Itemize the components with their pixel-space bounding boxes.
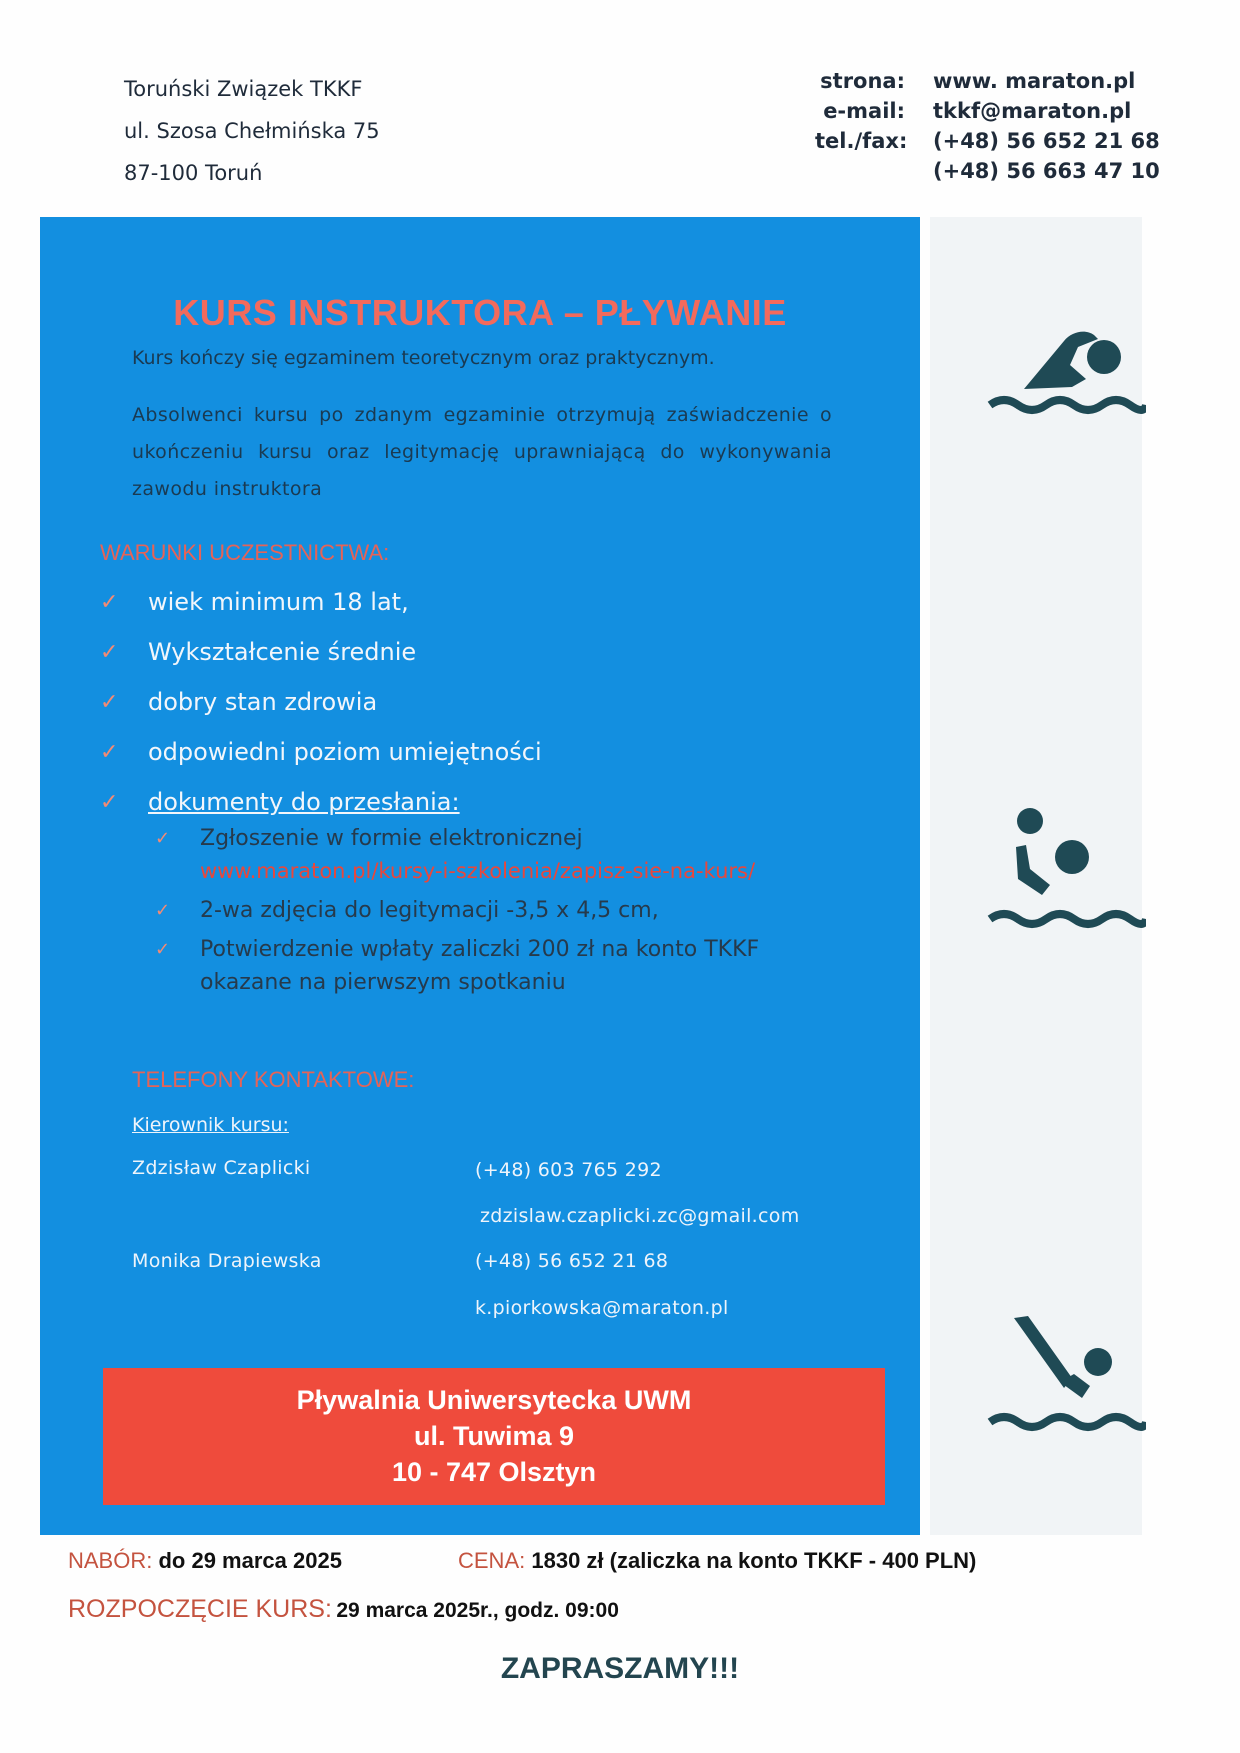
venue-name: Pływalnia Uniwersytecka UWM <box>296 1385 692 1415</box>
start-value: 29 marca 2025r., godz. 09:00 <box>336 1599 619 1622</box>
phone-value: (+48) 56 652 21 68 <box>933 129 1160 153</box>
list-item <box>100 627 542 677</box>
org-street: ul. Szosa Chełmińska 75 <box>124 119 380 143</box>
checkmark-icon: ✓ <box>100 639 119 665</box>
course-poster <box>40 217 920 1535</box>
course-subtitle: Kurs kończy się egzaminem teoretycznym oraz praktycznym. <box>132 347 715 369</box>
website-value[interactable]: www. maraton.pl <box>933 69 1136 93</box>
swimmer-icon <box>986 317 1146 427</box>
list-item <box>100 727 542 777</box>
conditions-list <box>100 577 542 827</box>
enrollment-label: NABÓR: <box>68 1548 153 1573</box>
venue-city: 10 - 747 Olsztyn <box>391 1457 597 1487</box>
price-label: CENA: <box>458 1548 526 1573</box>
phone-2-value: (+48) 56 663 47 10 <box>933 159 1160 183</box>
contact-email-1[interactable]: zdzislaw.czaplicki.zc@gmail.com <box>480 1205 800 1227</box>
org-city: 87-100 Toruń <box>124 161 263 185</box>
checkmark-icon: ✓ <box>155 939 171 960</box>
document-application: Zgłoszenie w formie elektronicznej <box>200 826 583 851</box>
checkmark-icon: ✓ <box>100 739 119 765</box>
email-value[interactable]: tkkf@maraton.pl <box>933 99 1132 123</box>
course-description: Absolwenci kursu po zdanym egzaminie otrzymują zaświadczenie o ukończeniu kursu oraz legitymację uprawniającą do wykonywania zawodu instruktora <box>132 404 832 500</box>
condition-documents: dokumenty do przesłania: <box>148 788 460 816</box>
checkmark-icon: ✓ <box>100 789 119 815</box>
course-title: KURS INSTRUKTORA – PŁYWANIE <box>173 292 787 333</box>
water-polo-icon <box>986 807 1146 937</box>
start-label: ROZPOCZĘCIE KURS: <box>68 1595 332 1623</box>
start-info <box>68 1595 619 1624</box>
contact-row-phone-2 <box>815 156 1160 186</box>
phone-2-label <box>815 156 905 186</box>
organization-address <box>124 68 380 194</box>
list-item <box>100 577 542 627</box>
phones-heading: TELEFONY KONTAKTOWE: <box>132 1067 415 1092</box>
phone-label: tel./fax: <box>815 129 908 153</box>
registration-link[interactable]: www.maraton.pl/kursy-i-szkolenia/zapisz-sie-na-kurs/ <box>200 859 756 883</box>
side-icon-panel <box>930 217 1142 1535</box>
list-item <box>100 777 542 827</box>
contact-phone-2: (+48) 56 652 21 68 <box>475 1250 669 1272</box>
condition-health: dobry stan zdrowia <box>148 688 378 716</box>
website-label: strona: <box>820 69 905 93</box>
contact-email-2[interactable]: k.piorkowska@maraton.pl <box>475 1297 729 1319</box>
closing-invitation: ZAPRASZAMY!!! <box>500 1652 740 1685</box>
condition-education: Wykształcenie średnie <box>148 638 417 666</box>
conditions-heading: WARUNKI UCZESTNICTWA: <box>100 540 390 565</box>
condition-skills: odpowiedni poziom umiejętności <box>148 738 542 766</box>
org-name: Toruński Związek TKKF <box>124 77 363 101</box>
documents-list <box>155 822 790 999</box>
price-value: 1830 zł (zaliczka na konto TKKF - 400 PLN) <box>531 1548 977 1573</box>
contact-row-phone <box>815 126 1160 156</box>
contact-name-2: Monika Drapiewska <box>132 1250 322 1272</box>
contact-phone-1: (+48) 603 765 292 <box>475 1159 662 1181</box>
checkmark-icon: ✓ <box>155 828 171 849</box>
enrollment-info <box>68 1548 342 1574</box>
manager-label: Kierownik kursu: <box>132 1114 289 1136</box>
checkmark-icon: ✓ <box>155 900 171 921</box>
list-item <box>155 894 790 927</box>
list-item <box>155 933 790 999</box>
list-item <box>155 822 790 888</box>
document-photos: 2-wa zdjęcia do legitymacji -3,5 x 4,5 cm, <box>200 898 659 923</box>
contact-row-email <box>815 96 1160 126</box>
checkmark-icon: ✓ <box>100 689 119 715</box>
contact-row-website <box>815 66 1160 96</box>
document-payment: Potwierdzenie wpłaty zaliczki 200 zł na konto TKKF okazane na pierwszym spotkaniu <box>200 937 760 995</box>
email-label: e-mail: <box>823 99 905 123</box>
price-info <box>458 1548 976 1574</box>
checkmark-icon: ✓ <box>100 589 119 615</box>
venue-box <box>103 1368 885 1505</box>
diver-icon <box>986 1312 1146 1442</box>
list-item <box>100 677 542 727</box>
organization-contact <box>815 66 1160 186</box>
venue-street: ul. Tuwima 9 <box>413 1421 575 1451</box>
contact-name-1: Zdzisław Czaplicki <box>132 1157 311 1179</box>
enrollment-value: do 29 marca 2025 <box>158 1548 342 1573</box>
condition-age: wiek minimum 18 lat, <box>148 588 409 616</box>
